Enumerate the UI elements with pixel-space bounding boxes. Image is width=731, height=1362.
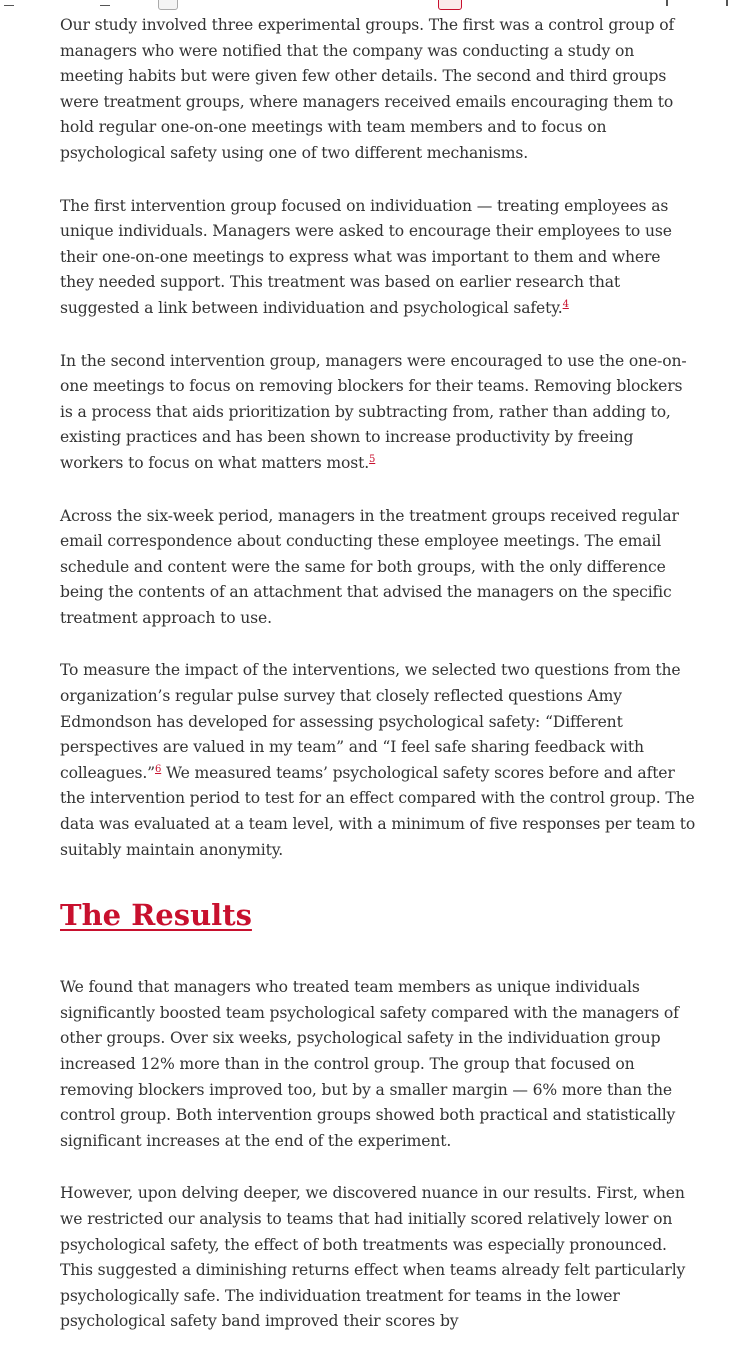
section-heading-results [60, 897, 696, 933]
article-body [60, 13, 696, 1362]
paragraph-six-week-period [60, 504, 696, 632]
paragraph-results-summary [60, 975, 696, 1154]
paragraph-text: We found that managers who treated team members as unique individuals significantly boosted team psychological safety compared with the managers of other groups. Over six weeks, psychological safety in the individuation group increased 12% more than in the control group. The group that focused on removing blockers improved too, but by a smaller margin — 6% more than the control group. Both intervention groups showed both practical and statistically significant increases at the end of the experiment. [60, 978, 679, 1150]
paragraph-measurement [60, 658, 696, 863]
paragraph-individuation [60, 194, 696, 322]
footnote-link-6[interactable]: 6 [155, 763, 162, 775]
footnote-link-4[interactable]: 4 [562, 298, 569, 310]
paragraph-text: We measured teams’ psychological safety scores before and after the intervention period to test for an effect compared with the control group. The data was evaluated at a team level, with a minimum of five responses per team to suitably maintain anonymity. [60, 763, 696, 859]
paragraph-text: To measure the impact of the interventions, we selected two questions from the organization’s regular pulse survey that closely reflected questions Amy Edmondson has developed for assessing psychological safety: “Different perspectives are valued in my team” and “I feel safe sharing feedback with colleagues.” [60, 661, 681, 782]
toolbar-button-fragment[interactable] [158, 0, 178, 10]
footnote-ref [563, 299, 569, 310]
paragraph-text: Across the six-week period, managers in the treatment groups received regular email correspondence about conducting these employee meetings. The email schedule and content were the same for both groups, with the only difference being the contents of an attachment that advised the managers on the specific treatment approach to use. [60, 506, 679, 627]
toolbar-divider [4, 5, 14, 6]
paragraph-results-nuance [60, 1181, 696, 1335]
paragraph-study-groups [60, 13, 696, 167]
paragraph-text: The first intervention group focused on individuation — treating employees as unique individuals. Managers were asked to encourage their employees to use their one-on-one meetings to express what was important to them and where they needed support. This treatment was based on earlier research that suggested a link between individuation and psychological safety. [60, 196, 672, 317]
toolbar-button-fragment[interactable] [438, 0, 462, 10]
paragraph-text: In the second intervention group, managers were encouraged to use the one-on-one meetings to focus on removing blockers for their teams. Removing blockers is a process that aids prioritization by subtracting from, rather than adding to, existing practices and has been shown to increase productivity by freeing workers to focus on what matters most. [60, 351, 687, 472]
toolbar-divider [726, 0, 728, 6]
footnote-link-5[interactable]: 5 [369, 453, 376, 465]
top-toolbar-fragment [0, 0, 731, 12]
paragraph-text: Our study involved three experimental groups. The first was a control group of managers who were notified that the company was conducting a study on meeting habits but were given few other details. The second and third groups were treatment groups, where managers received emails encouraging them to hold regular one-on-one meetings with team members and to focus on psychological safety using one of two different mechanisms. [60, 16, 675, 162]
section-heading-link[interactable]: The Results [60, 898, 252, 933]
toolbar-divider [666, 0, 668, 6]
paragraph-text: However, upon delving deeper, we discovered nuance in our results. First, when we restricted our analysis to teams that had initially scored relatively lower on psychological safety, the effect of both treatments was especially pronounced. This suggested a diminishing returns effect when teams already felt particularly psychologically safe. The individuation treatment for teams in the lower psychological safety band improved their scores by [60, 1184, 686, 1331]
paragraph-removing-blockers [60, 349, 696, 477]
footnote-ref [369, 454, 375, 465]
toolbar-divider [100, 5, 110, 6]
